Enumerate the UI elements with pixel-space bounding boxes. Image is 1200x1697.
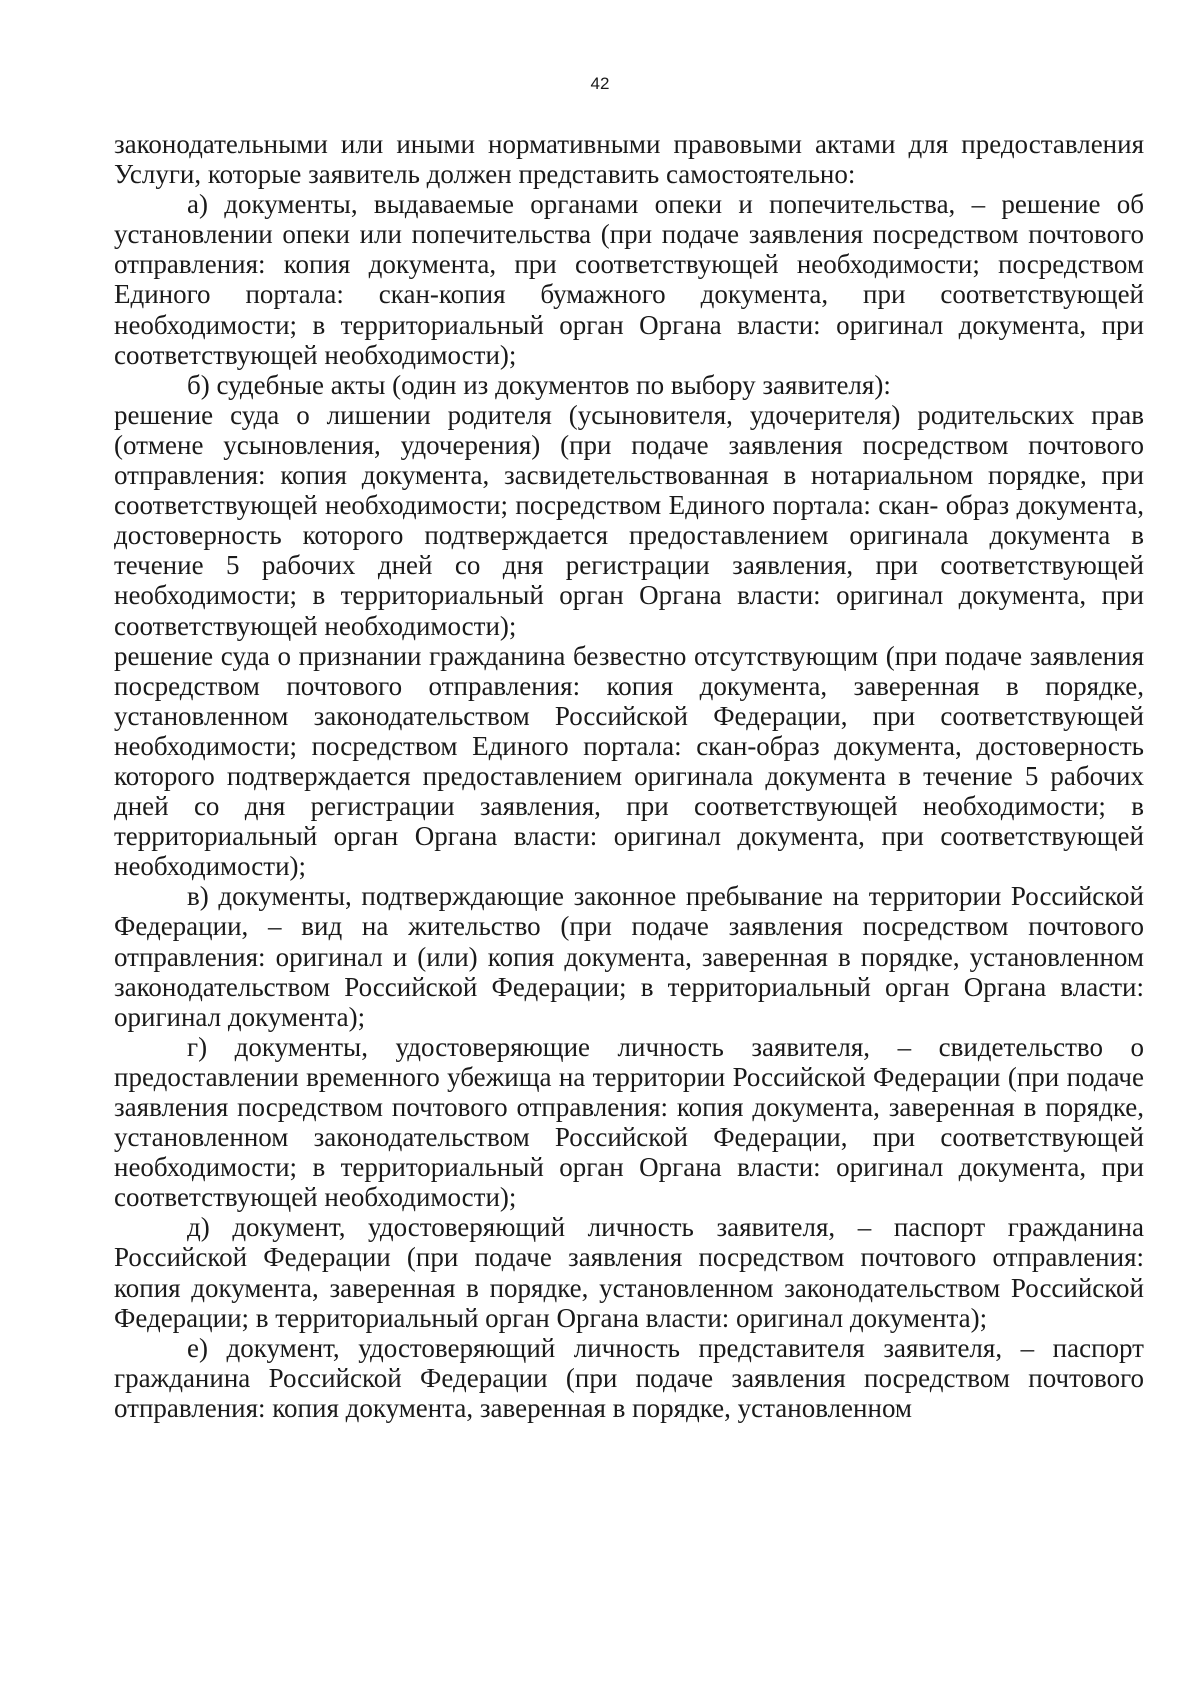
paragraph-item-v: в) документы, подтверждающие законное пребывание на территории Российской Федерации, – вид на жительство (при подаче заявления посредством почтового отправления: оригинал и (или) копия документа, заверенная в порядке, установленном законодательством Российской Федерации; в территориальный орган Органа власти: оригинал документа); (114, 881, 1144, 1032)
paragraph-item-e: е) документ, удостоверяющий личность представителя заявителя, – паспорт гражданина Российской Федерации (при подаче заявления посредством почтового отправления: копия документа, заверенная в порядке, установленном (114, 1332, 1144, 1423)
document-body (114, 129, 1144, 1423)
paragraph-item-b: б) судебные акты (один из документов по выбору заявителя): (187, 369, 891, 400)
paragraph-intro: законодательными или иными нормативными правовыми актами для предоставления Услуги, которые заявитель должен представить самостоятельно: (114, 129, 1144, 190)
page-number: 42 (590, 74, 610, 93)
paragraph-court-decision-parental-rights: решение суда о лишении родителя (усыновителя, удочерителя) родительских прав (отмене усыновления, удочерения) (при подаче заявления посредством почтового отправления: копия документа, засвидетельствованная в нотариальном порядке, при соответствующей необходимости; посредством Единого портала: скан- образ документа, достоверность которого подтверждается предоставлением оригинала документа в течение 5 рабочих дней со дня регистрации заявления, при соответствующей необходимости; в территориальный орган Органа власти: оригинал документа, при соответствующей необходимости); (114, 399, 1144, 641)
paragraph-court-decision-missing-person: решение суда о признании гражданина безвестно отсутствующим (при подаче заявления посредством почтового отправления: копия документа, заверенная в порядке, установленном законодательством Российской Федерации, при соответствующей необходимости; посредством Единого портала: скан-образ документа, достоверность которого подтверждается предоставлением оригинала документа в течение 5 рабочих дней со дня регистрации заявления, при соответствующей необходимости; в территориальный орган Органа власти: оригинал документа, при соответствующей необходимости); (114, 640, 1144, 882)
paragraph-item-d: д) документ, удостоверяющий личность заявителя, – паспорт гражданина Российской Федерации (при подаче заявления посредством почтового отправления: копия документа, заверенная в порядке, установленном законодательством Российской Федерации; в территориальный орган Органа власти: оригинал документа); (114, 1212, 1144, 1333)
paragraph-item-g: г) документы, удостоверяющие личность заявителя, – свидетельство о предоставлении временного убежища на территории Российской Федерации (при подаче заявления посредством почтового отправления: копия документа, заверенная в порядке, установленном законодательством Российской Федерации, при соответствующей необходимости; в территориальный орган Органа власти: оригинал документа, при соответствующей необходимости); (114, 1031, 1144, 1213)
paragraph-item-a: а) документы, выдаваемые органами опеки и попечительства, – решение об установлении опеки или попечительства (при подаче заявления посредством почтового отправления: копия документа, при соответствующей необходимости; посредством Единого портала: скан-копия бумажного документа, при соответствующей необходимости; в территориальный орган Органа власти: оригинал документа, при соответствующей необходимости); (114, 189, 1144, 370)
